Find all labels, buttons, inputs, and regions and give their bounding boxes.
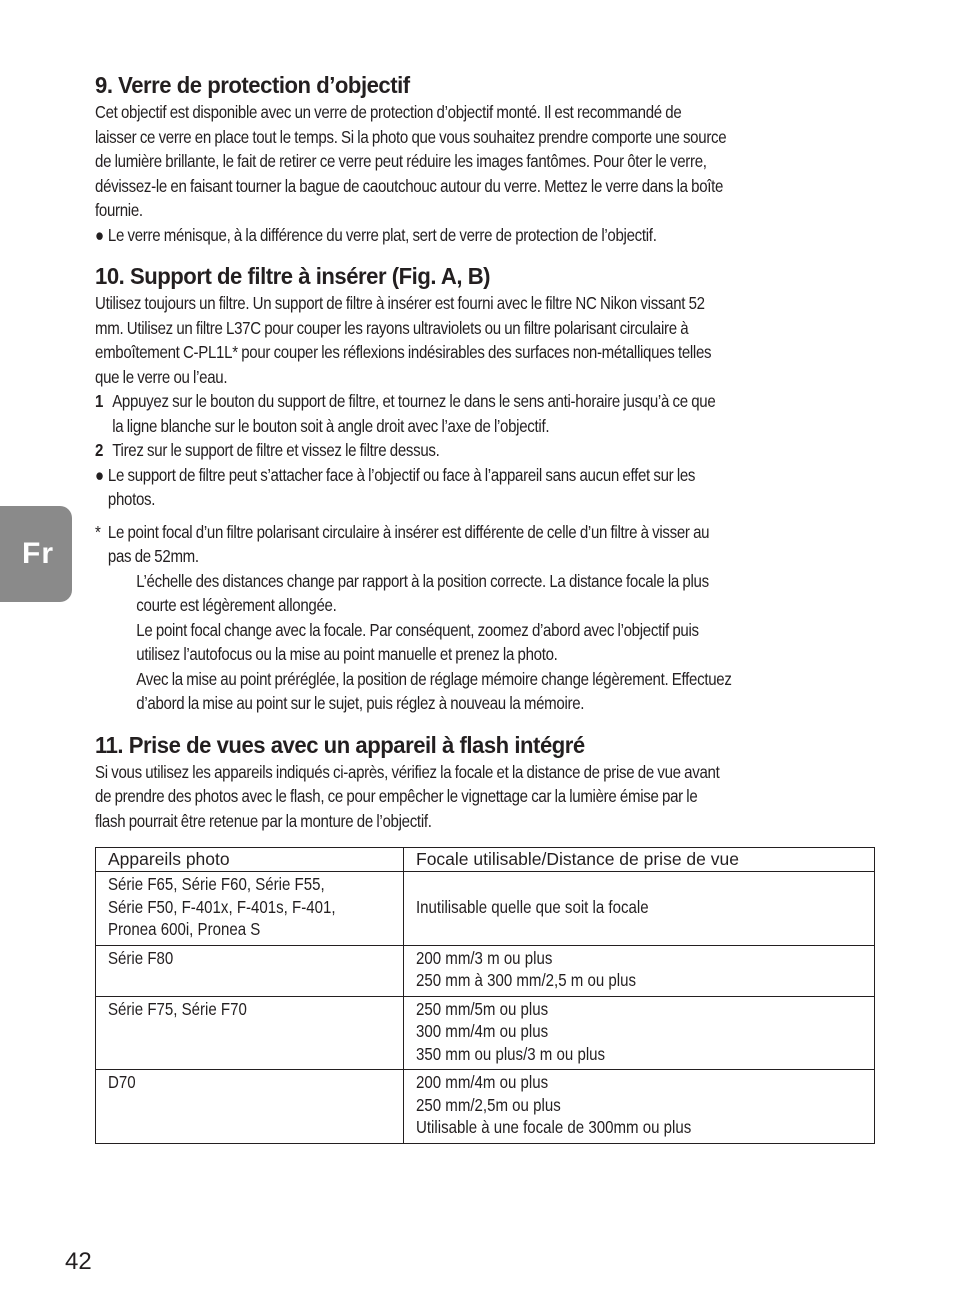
- text-line: Le point focal d’un filtre polarisant circulaire à insérer est différente de celle d’un filtre à visser au: [107, 521, 710, 542]
- column-header-focal: Focale utilisable/Distance de prise de vue: [404, 848, 875, 872]
- text-line: d’abord la mise au point sur le sujet, puis réglez à nouveau la mémoire.: [136, 693, 585, 713]
- column-header-camera: Appareils photo: [96, 848, 404, 872]
- text-line: Appuyez sur le bouton du support de filtre, et tournez le dans le sens anti-horaire jusqu’à ce que: [112, 391, 716, 411]
- camera-cell: [96, 872, 404, 946]
- text-line: fournie.: [95, 200, 143, 220]
- footnote-mark: *: [95, 521, 101, 542]
- cell-line: 200 mm/4m ou plus: [416, 1072, 549, 1092]
- page-number: 42: [65, 1248, 92, 1275]
- text-line: laisser ce verre en place tout le temps. Si la photo que vous souhaitez prendre comporte une source: [95, 126, 727, 147]
- step-2: [95, 438, 875, 463]
- text-line: photos.: [107, 489, 156, 509]
- table-header-row: [96, 848, 875, 872]
- section-10-bullet: [95, 463, 875, 512]
- cell-line: 350 mm ou plus/3 m ou plus: [416, 1043, 606, 1064]
- section-10-body: [95, 291, 875, 389]
- section-9-title: 9. Verre de protection d’objectif: [95, 72, 410, 98]
- cell-line: 250 mm à 300 mm/2,5 m ou plus: [416, 970, 636, 990]
- text-line: Le support de filtre peut s’attacher face à l’objectif ou face à l’appareil sans aucun effet sur les: [107, 464, 696, 485]
- text-line: flash pourrait être retenue par la monture de l’objectif.: [95, 810, 432, 831]
- language-tab: Fr: [0, 506, 72, 602]
- focal-cell: [404, 945, 875, 996]
- cell-line: 250 mm/2,5m ou plus: [416, 1094, 561, 1115]
- section-11-title: 11. Prise de vues avec un appareil à flash intégré: [95, 731, 585, 758]
- section-11: [95, 730, 875, 1144]
- focal-cell: [404, 1070, 875, 1144]
- cell-line: 200 mm/3 m ou plus: [416, 947, 553, 968]
- section-10: [95, 261, 875, 716]
- footnote: [95, 520, 875, 569]
- section-11-body: [95, 760, 875, 834]
- bullet-icon: ●: [95, 224, 104, 245]
- bullet-text: Le verre ménisque, à la différence du verre plat, sert de verre de protection de l’objectif.: [107, 224, 657, 245]
- cell-line: D70: [108, 1072, 136, 1092]
- cell-line: Série F50, F-401x, F-401s, F-401,: [108, 896, 336, 917]
- step-number: 1: [95, 391, 104, 411]
- text-line: Avec la mise au point préréglée, la position de réglage mémoire change légèrement. Effectuez: [136, 668, 732, 689]
- focal-cell: [404, 872, 875, 946]
- text-line: de prendre des photos avec le flash, ce pour empêcher le vignettage car la lumière émise par le: [95, 786, 698, 806]
- cell-line: 300 mm/4m ou plus: [416, 1021, 549, 1041]
- section-9-bullet: [95, 223, 875, 248]
- text-line: Si vous utilisez les appareils indiqués ci-après, vérifiez la focale et la distance de prise de vue avant: [95, 761, 720, 782]
- cell-line: Pronea 600i, Pronea S: [108, 919, 261, 939]
- text-line: utilisez l’autofocus ou la mise au point manuelle et prenez la photo.: [136, 644, 558, 664]
- cell-line: Série F75, Série F70: [108, 998, 247, 1019]
- text-line: courte est légèrement allongée.: [136, 595, 337, 615]
- focal-cell: [404, 996, 875, 1070]
- bullet-icon: ●: [95, 464, 104, 485]
- page-content: [95, 70, 875, 1158]
- text-line: la ligne blanche sur le bouton soit à angle droit avec l’axe de l’objectif.: [112, 415, 550, 436]
- cell-line: Utilisable à une focale de 300mm ou plus: [416, 1117, 692, 1137]
- table-row: [96, 996, 875, 1070]
- table-row: [96, 945, 875, 996]
- table-row: [96, 872, 875, 946]
- text-line: Utilisez toujours un filtre. Un support de filtre à insérer est fourni avec le filtre NC Nikon vissant 52: [95, 293, 705, 313]
- section-9-body: [95, 100, 875, 223]
- text-line: Le point focal change avec la focale. Par conséquent, zoomez d’abord avec l’objectif puis: [136, 619, 699, 640]
- camera-cell: [96, 996, 404, 1070]
- camera-cell: [96, 945, 404, 996]
- table-row: [96, 1070, 875, 1144]
- text-line: emboîtement C-PL1L* pour couper les réflexions indésirables des surfaces non-métalliques telles: [95, 342, 712, 362]
- cell-line: Série F80: [108, 947, 174, 968]
- cell-line: Série F65, Série F60, Série F55,: [108, 874, 325, 894]
- text-line: de lumière brillante, le fait de retirer ce verre peut réduire les images fantômes. Pour ôter le verre,: [95, 151, 707, 171]
- section-9: [95, 70, 875, 247]
- section-10-title: 10. Support de filtre à insérer (Fig. A, B): [95, 263, 491, 289]
- step-number: 2: [95, 440, 104, 460]
- text-line: L’échelle des distances change par rapport à la position correcte. La distance focale la plus: [136, 570, 709, 591]
- cell-line: Inutilisable quelle que soit la focale: [416, 896, 649, 917]
- camera-cell: [96, 1070, 404, 1144]
- cell-line: 250 mm/5m ou plus: [416, 998, 549, 1019]
- step-1: [95, 389, 875, 438]
- text-line: dévissez-le en faisant tourner la bague de caoutchouc autour du verre. Mettez le verre dans la boîte: [95, 175, 724, 196]
- text-line: Tirez sur le support de filtre et vissez le filtre dessus.: [112, 440, 440, 460]
- text-line: mm. Utilisez un filtre L37C pour couper les rayons ultraviolets ou un filtre polarisant circulaire à: [95, 317, 689, 338]
- footnote-details: [95, 569, 875, 716]
- text-line: Cet objectif est disponible avec un verre de protection d’objectif monté. Il est recommandé de: [95, 102, 682, 122]
- flash-compatibility-table: [95, 847, 875, 1144]
- text-line: que le verre ou l’eau.: [95, 366, 228, 387]
- text-line: pas de 52mm.: [107, 546, 199, 566]
